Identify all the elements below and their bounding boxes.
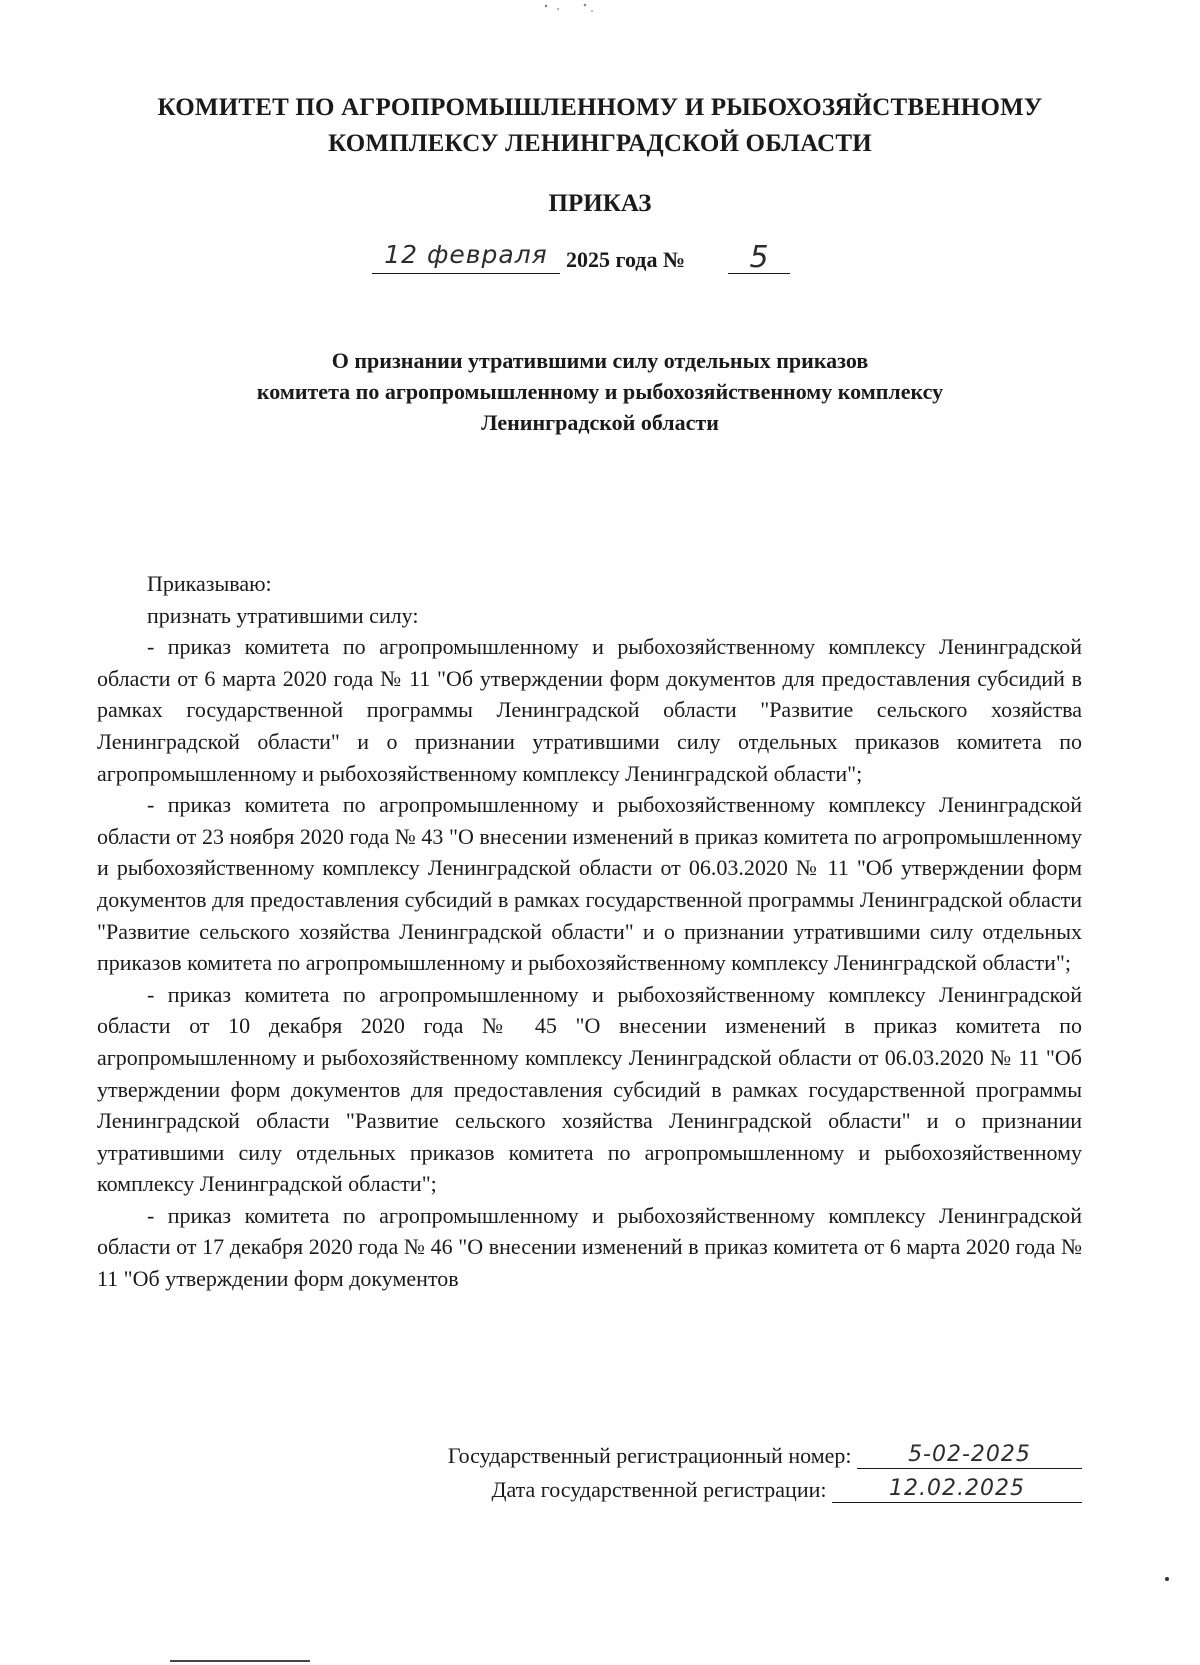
revoked-order-item: - приказ комитета по агропромышленному и рыбохозяйственному комплексу Ленинградской области от 17 декабря 2020 года № 46 "О внесении изменений в приказ комитета от 6 марта 2020 года № 11 "Об утверждении форм документов (97, 1202, 1082, 1292)
order-body (97, 568, 1082, 1295)
order-year-label: 2025 года № (566, 247, 686, 272)
registration-date-value: 12.02.2025 (832, 1476, 1082, 1503)
registration-number-value: 5-02-2025 (857, 1442, 1082, 1469)
organization-header (0, 90, 1200, 162)
registration-number-row (0, 1442, 1082, 1469)
page-edge-mark (170, 1660, 310, 1662)
scan-artifact (1165, 1577, 1169, 1581)
subject-line-3: Ленинградской области (481, 410, 719, 435)
order-date-line (372, 240, 792, 280)
scan-artifact (540, 0, 620, 14)
registration-date-label: Дата государственной регистрации: (491, 1477, 827, 1502)
revoked-order-item: - приказ комитета по агропромышленному и рыбохозяйственному комплексу Ленинградской области от 23 ноября 2020 года № 43 "О внесении изменений в приказ комитета по агропромышленному и рыбохозяйственному комплексу Ленинградской области от 06.03.2020 № 11 "Об утверждении форм документов для предоставления субсидий в рамках государственной программы Ленинградской области "Развитие сельского хозяйства Ленинградской области" и о признании утратившими силу отдельных приказов комитета по агропромышленному и рыбохозяйственному комплексу Ленинградской области"; (97, 792, 1082, 976)
subject-line-2: комитета по агропромышленному и рыбохозяйственному комплексу (256, 379, 944, 404)
handwritten-date: 12 февраля (372, 240, 560, 274)
organization-name-line-2: КОМПЛЕКСУ ЛЕНИНГРАДСКОЙ ОБЛАСТИ (328, 130, 872, 157)
registration-date-row (0, 1476, 1082, 1503)
order-lead: признать утратившими силу: (147, 602, 419, 628)
subject-line-1: О признании утратившими силу отдельных приказов (331, 348, 869, 373)
organization-name-line-1: КОМИТЕТ ПО АГРОПРОМЫШЛЕННОМУ И РЫБОХОЗЯЙСТВЕННОМУ (157, 94, 1043, 121)
document-type: ПРИКАЗ (548, 190, 652, 217)
registration-number-label: Государственный регистрационный номер: (447, 1443, 852, 1468)
order-intro: Приказываю: (147, 571, 272, 596)
order-subject (0, 345, 1200, 438)
revoked-order-item: - приказ комитета по агропромышленному и рыбохозяйственному комплексу Ленинградской области от 10 декабря 2020 года № 45 "О внесении изменений в приказ комитета по агропромышленному и рыбохозяйственному комплексу Ленинградской области от 06.03.2020 № 11 "Об утверждении форм документов для предоставления субсидий в рамках государственной программы Ленинградской области "Развитие сельского хозяйства Ленинградской области" и о признании утратившими силу отдельных приказов комитета по агропромышленному и рыбохозяйственному комплексу Ленинградской области"; (97, 981, 1082, 1197)
handwritten-order-number: 5 (728, 240, 790, 274)
revoked-order-item: - приказ комитета по агропромышленному и рыбохозяйственному комплексу Ленинградской области от 6 марта 2020 года № 11 "Об утверждении форм документов для предоставления субсидий в рамках государственной программы Ленинградской области "Развитие сельского хозяйства Ленинградской области" и о признании утратившими силу отдельных приказов комитета по агропромышленному и рыбохозяйственному комплексу Ленинградской области"; (97, 634, 1082, 786)
